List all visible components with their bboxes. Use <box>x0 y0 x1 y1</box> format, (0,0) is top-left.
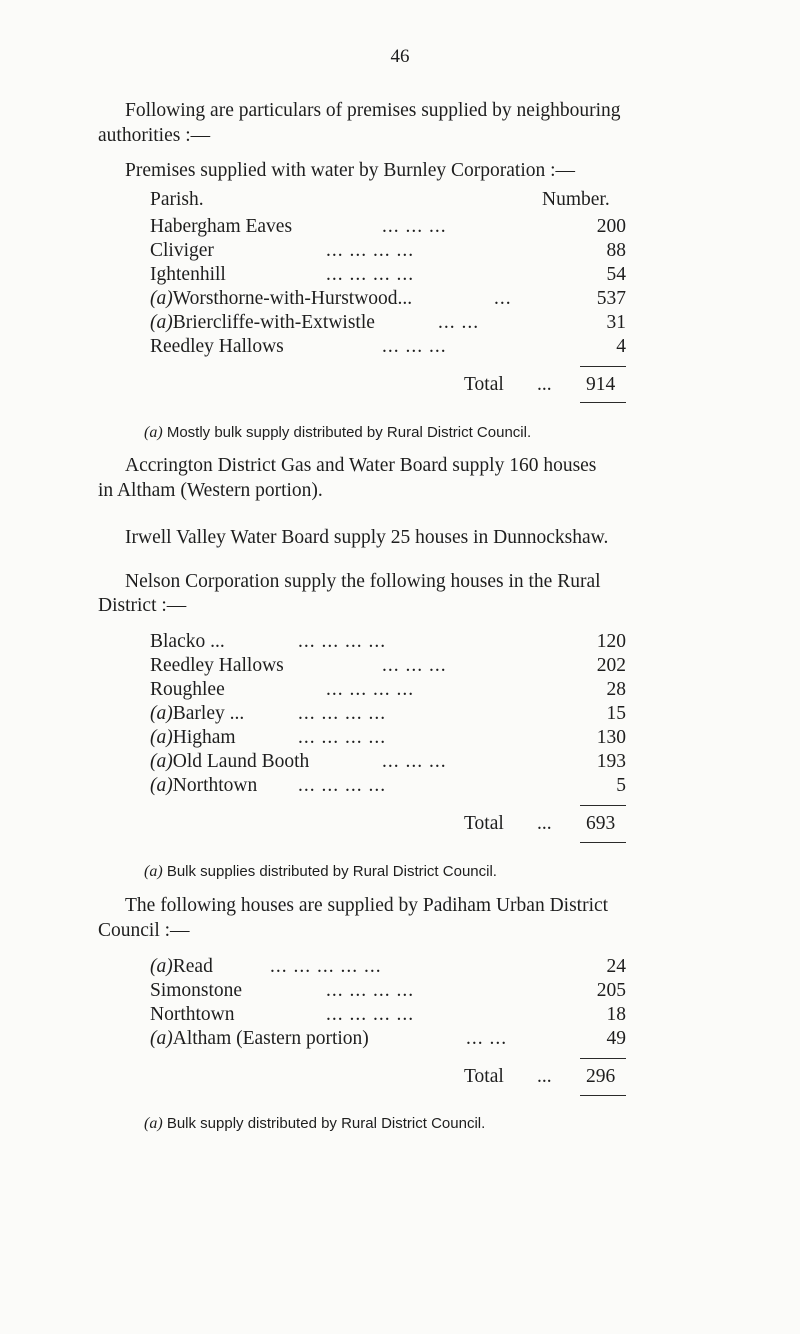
parish-name: Reedley Hallows <box>150 336 284 357</box>
accrington-line-2: in Altham (Western portion). <box>98 480 323 501</box>
parish-name: Reedley Hallows <box>150 655 284 676</box>
parish-number: 49 <box>606 1028 626 1049</box>
total-label: Total <box>464 374 504 395</box>
footnote: (a) Bulk supply distributed by Rural District Council. <box>144 1115 486 1132</box>
table-row <box>150 335 630 359</box>
footnote: (a) Bulk supplies distributed by Rural District Council. <box>144 863 497 880</box>
parish-number: 15 <box>606 703 626 724</box>
parish-number: 120 <box>596 631 626 652</box>
parish-name: (a)Briercliffe-with-Extwistle <box>150 312 375 333</box>
leader-dots: ... <box>494 288 512 309</box>
parish-number: 28 <box>606 679 626 700</box>
table-row <box>150 678 630 702</box>
parish-name: Roughlee <box>150 679 225 700</box>
parish-number: 202 <box>596 655 626 676</box>
parish-name: (a)Worsthorne-with-Hurstwood... <box>150 288 413 309</box>
parish-number: 130 <box>596 727 626 748</box>
total-rule <box>580 842 626 843</box>
parish-name: Northtown <box>150 1004 235 1025</box>
leader-dots: ... ... <box>466 1028 508 1049</box>
parish-name: Blacko ... <box>150 631 225 652</box>
table-row <box>150 774 630 798</box>
total-value: 693 <box>586 813 616 834</box>
leader-dots: ... ... ... ... <box>326 240 415 261</box>
total-rule <box>580 402 626 403</box>
leader-dots: ... ... ... ... ... <box>270 956 382 977</box>
parish-name: (a)Higham <box>150 727 236 748</box>
leader-dots: ... ... ... ... <box>326 264 415 285</box>
leader-dots: ... ... ... <box>382 655 447 676</box>
table-row <box>150 311 630 335</box>
parish-number: 88 <box>606 240 626 261</box>
footnote: (a) Mostly bulk supply distributed by Rural District Council. <box>144 424 532 441</box>
leader-dots: ... ... ... ... <box>298 703 387 724</box>
page-number: 46 <box>390 46 410 67</box>
total-rule <box>580 1095 626 1096</box>
leader-dots: ... ... <box>438 312 480 333</box>
padiham-line-1: The following houses are supplied by Padiham Urban District <box>125 895 609 916</box>
parish-number: 24 <box>606 956 626 977</box>
intro-line-1: Following are particulars of premises supplied by neighbouring <box>125 100 621 121</box>
burnley-heading: Premises supplied with water by Burnley Corporation :— <box>125 160 576 181</box>
column-header-number: Number. <box>542 189 610 210</box>
leader-dots: ... ... ... <box>382 336 447 357</box>
total-rule <box>580 366 626 367</box>
total-value: 296 <box>586 1066 616 1087</box>
parish-name: (a)Read <box>150 956 213 977</box>
total-dots: ... <box>537 1066 552 1087</box>
parish-number: 4 <box>616 336 626 357</box>
table-row <box>150 263 630 287</box>
total-value: 914 <box>586 374 616 395</box>
parish-name: (a)Altham (Eastern portion) <box>150 1028 369 1049</box>
parish-number: 537 <box>596 288 626 309</box>
leader-dots: ... ... ... ... <box>326 679 415 700</box>
table-row <box>150 1027 630 1051</box>
parish-name: Simonstone <box>150 980 243 1001</box>
table-row <box>150 287 630 311</box>
table-row <box>150 979 630 1003</box>
parish-number: 205 <box>596 980 626 1001</box>
table-row <box>150 215 630 239</box>
parish-number: 18 <box>606 1004 626 1025</box>
leader-dots: ... ... ... ... <box>298 631 387 652</box>
parish-number: 200 <box>596 216 626 237</box>
leader-dots: ... ... ... <box>382 751 447 772</box>
total-dots: ... <box>537 374 552 395</box>
leader-dots: ... ... ... ... <box>326 980 415 1001</box>
table-row <box>150 1003 630 1027</box>
leader-dots: ... ... ... ... <box>298 727 387 748</box>
parish-number: 54 <box>606 264 626 285</box>
total-label: Total <box>464 813 504 834</box>
table-row <box>150 726 630 750</box>
column-header-parish: Parish. <box>150 189 204 210</box>
leader-dots: ... ... ... <box>382 216 447 237</box>
leader-dots: ... ... ... ... <box>298 775 387 796</box>
table-row <box>150 630 630 654</box>
total-rule <box>580 805 626 806</box>
intro-line-2: authorities :— <box>98 125 211 146</box>
leader-dots: ... ... ... ... <box>326 1004 415 1025</box>
parish-name: Cliviger <box>150 240 214 261</box>
nelson-line-2: District :— <box>98 595 187 616</box>
padiham-line-2: Council :— <box>98 920 190 941</box>
parish-number: 193 <box>596 751 626 772</box>
parish-name: Habergham Eaves <box>150 216 293 237</box>
accrington-line-1: Accrington District Gas and Water Board supply 160 houses <box>125 455 597 476</box>
parish-name: Ightenhill <box>150 264 226 285</box>
total-rule <box>580 1058 626 1059</box>
total-label: Total <box>464 1066 504 1087</box>
parish-number: 31 <box>606 312 626 333</box>
parish-name: (a)Barley ... <box>150 703 245 724</box>
parish-name: (a)Northtown <box>150 775 258 796</box>
table-row <box>150 654 630 678</box>
total-dots: ... <box>537 813 552 834</box>
irwell-line-1: Irwell Valley Water Board supply 25 houses in Dunnockshaw. <box>125 527 609 548</box>
table-row <box>150 702 630 726</box>
nelson-line-1: Nelson Corporation supply the following houses in the Rural <box>125 571 601 592</box>
table-row <box>150 750 630 774</box>
parish-number: 5 <box>616 775 626 796</box>
table-row <box>150 239 630 263</box>
table-row <box>150 955 630 979</box>
parish-name: (a)Old Laund Booth <box>150 751 310 772</box>
